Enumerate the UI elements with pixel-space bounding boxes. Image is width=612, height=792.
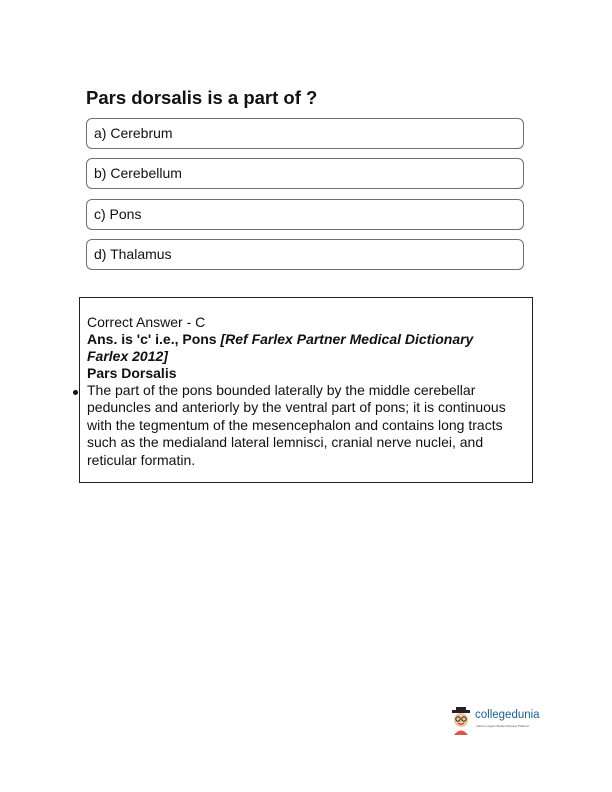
question-title: Pars dorsalis is a part of ? (86, 87, 318, 108)
bullet-icon (73, 390, 78, 395)
explanation-line (87, 331, 473, 348)
logo-tagline: India's Largest Student Review Platform (476, 724, 530, 728)
option-a[interactable]: a) Cerebrum (86, 118, 524, 149)
mascot-icon (449, 705, 473, 735)
answer-heading: Pars Dorsalis (87, 365, 177, 381)
option-c[interactable]: c) Pons (86, 199, 524, 230)
correct-answer-line: Correct Answer - C (87, 314, 206, 330)
option-b[interactable]: b) Cerebellum (86, 158, 524, 189)
answer-body: The part of the pons bounded laterally by the middle cerebellar peduncles and anteriorly by the ventral part of pons; it is continuous with the tegmentum of the mesencephalon and contains long tracts such as the medialand lateral lemnisci, cranial nerve nuclei, and reticular formatin. (87, 382, 506, 468)
explanation-prefix: Ans. is 'c' i.e., Pons (87, 331, 221, 347)
option-d[interactable]: d) Thalamus (86, 239, 524, 270)
logo-wordmark: collegedunia (475, 709, 540, 721)
reference-part1: [Ref Farlex Partner Medical Dictionary (220, 331, 474, 347)
collegedunia-logo (449, 705, 549, 737)
reference-part2: Farlex 2012] (87, 348, 168, 364)
